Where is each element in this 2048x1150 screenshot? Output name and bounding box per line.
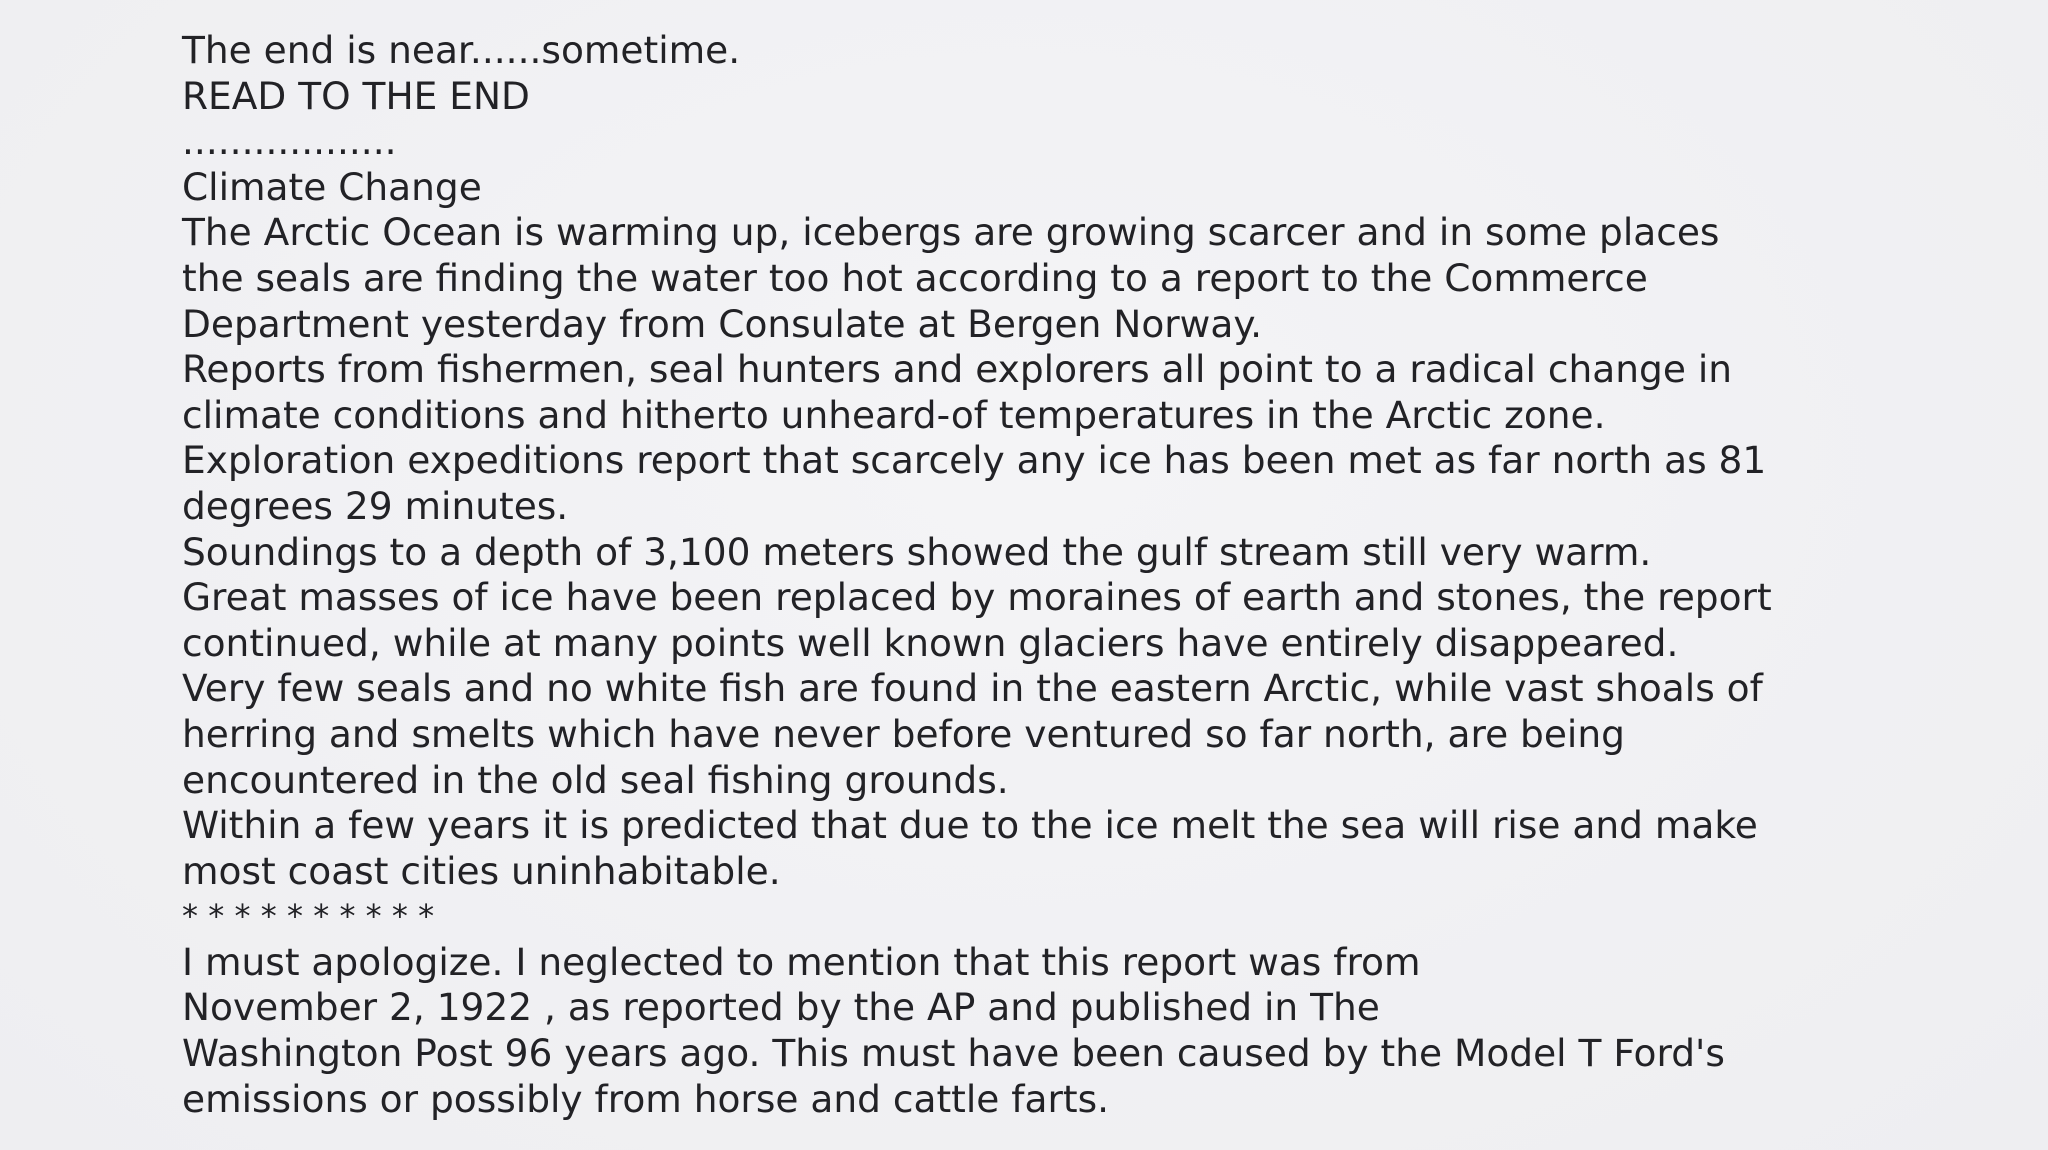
- postscript-line: Washington Post 96 years ago. This must have been caused by the Model T Ford's: [182, 1031, 1725, 1076]
- paragraph-line: Great masses of ice have been replaced by moraines of earth and stones, the report: [182, 575, 1772, 620]
- paragraph-line: Soundings to a depth of 3,100 meters showed the gulf stream still very warm.: [182, 529, 1652, 574]
- paragraph-line: Reports from fishermen, seal hunters and explorers all point to a radical change in: [182, 347, 1733, 392]
- paragraph-line: most coast cities uninhabitable.: [182, 848, 781, 893]
- paragraph-line: continued, while at many points well known glaciers have entirely disappeared.: [182, 620, 1679, 665]
- paragraph-line: degrees 29 minutes.: [182, 483, 569, 528]
- paragraph-line: the seals are finding the water too hot according to a report to the Commerce: [182, 255, 1648, 300]
- paragraph-line: Exploration expeditions report that scarcely any ice has been met as far north as 81: [182, 438, 1767, 483]
- postscript-line: November 2, 1922 , as reported by the AP and published in The: [182, 985, 1380, 1030]
- paragraph-line: climate conditions and hitherto unheard-of temperatures in the Arctic zone.: [182, 392, 1606, 437]
- paragraph-line: The Arctic Ocean is warming up, icebergs are growing scarcer and in some places: [182, 210, 1720, 255]
- postscript-line: I must apologize. I neglected to mention that this report was from: [182, 939, 1421, 984]
- paragraph-line: Department yesterday from Consulate at Bergen Norway.: [182, 301, 1263, 346]
- heading-climate-change: Climate Change: [182, 164, 482, 209]
- postscript-line: emissions or possibly from horse and cattle farts.: [182, 1076, 1110, 1121]
- paragraph-line: Very few seals and no white fish are found in the eastern Arctic, while vast shoals of: [182, 666, 1763, 711]
- paragraph-line: Within a few years it is predicted that due to the ice melt the sea will rise and make: [182, 803, 1758, 848]
- asterisk-separator: **********: [182, 897, 445, 936]
- paragraph-line: herring and smelts which have never before ventured so far north, are being: [182, 711, 1625, 756]
- article-text: [182, 28, 2022, 1122]
- intro-line: The end is near......sometime.: [182, 28, 741, 72]
- dotted-separator: ..................: [182, 119, 397, 164]
- read-to-end-line: READ TO THE END: [182, 73, 530, 118]
- paragraph-line: encountered in the old seal fishing grounds.: [182, 757, 1009, 802]
